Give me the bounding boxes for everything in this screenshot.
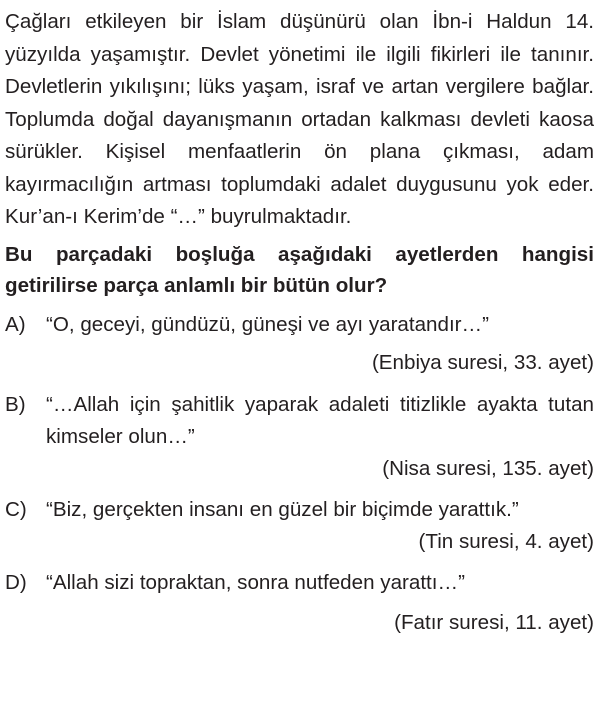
option-d-quote: “Allah sizi topraktan, sonra nutfeden yarattı…”	[46, 570, 465, 594]
option-c-letter: C)	[5, 497, 27, 521]
answer-options	[5, 309, 594, 639]
option-b-quote: “…Allah için şahitlik yaparak adaleti titizlikle ayakta tutan kimseler olun…”	[46, 392, 594, 448]
option-c-source: (Tin suresi, 4. ayet)	[418, 529, 594, 553]
option-d-source: (Fatır suresi, 11. ayet)	[394, 610, 594, 634]
question-stem: Bu parçadaki boşluğa aşağıdaki ayetlerden hangisi getirilirse parça anlamlı bir bütün olur?	[5, 242, 594, 297]
passage-text: Çağları etkileyen bir İslam düşünürü olan İbn-i Haldun 14. yüzyılda yaşamıştır. Devlet yönetimi ile ilgili fikirleri ile tanınır. Devletlerin yıkılışını; lüks yaşam, israf ve artan vergilere bağlar. Toplumda doğal dayanışmanın ortadan kalkması devleti kaosa sürükler. Kişisel menfaatlerin ön plana çıkması, adam kayırmacılığın artması toplumdaki adalet duygusunu yok eder. Kur’an-ı Kerim’de “…” buyrulmaktadır.	[5, 10, 594, 228]
option-b[interactable]	[5, 389, 594, 485]
option-d[interactable]	[5, 567, 594, 639]
option-c-quote: “Biz, gerçekten insanı en güzel bir biçimde yarattık.”	[46, 497, 519, 521]
option-c[interactable]	[5, 494, 594, 558]
option-a-quote: “O, geceyi, gündüzü, güneşi ve ayı yaratandır…”	[46, 312, 489, 336]
option-a-source: (Enbiya suresi, 33. ayet)	[371, 350, 594, 374]
option-a-letter: A)	[5, 312, 26, 336]
option-b-source: (Nisa suresi, 135. ayet)	[382, 456, 594, 480]
option-d-letter: D)	[5, 570, 27, 594]
option-a[interactable]	[5, 309, 594, 379]
option-b-letter: B)	[5, 392, 26, 416]
